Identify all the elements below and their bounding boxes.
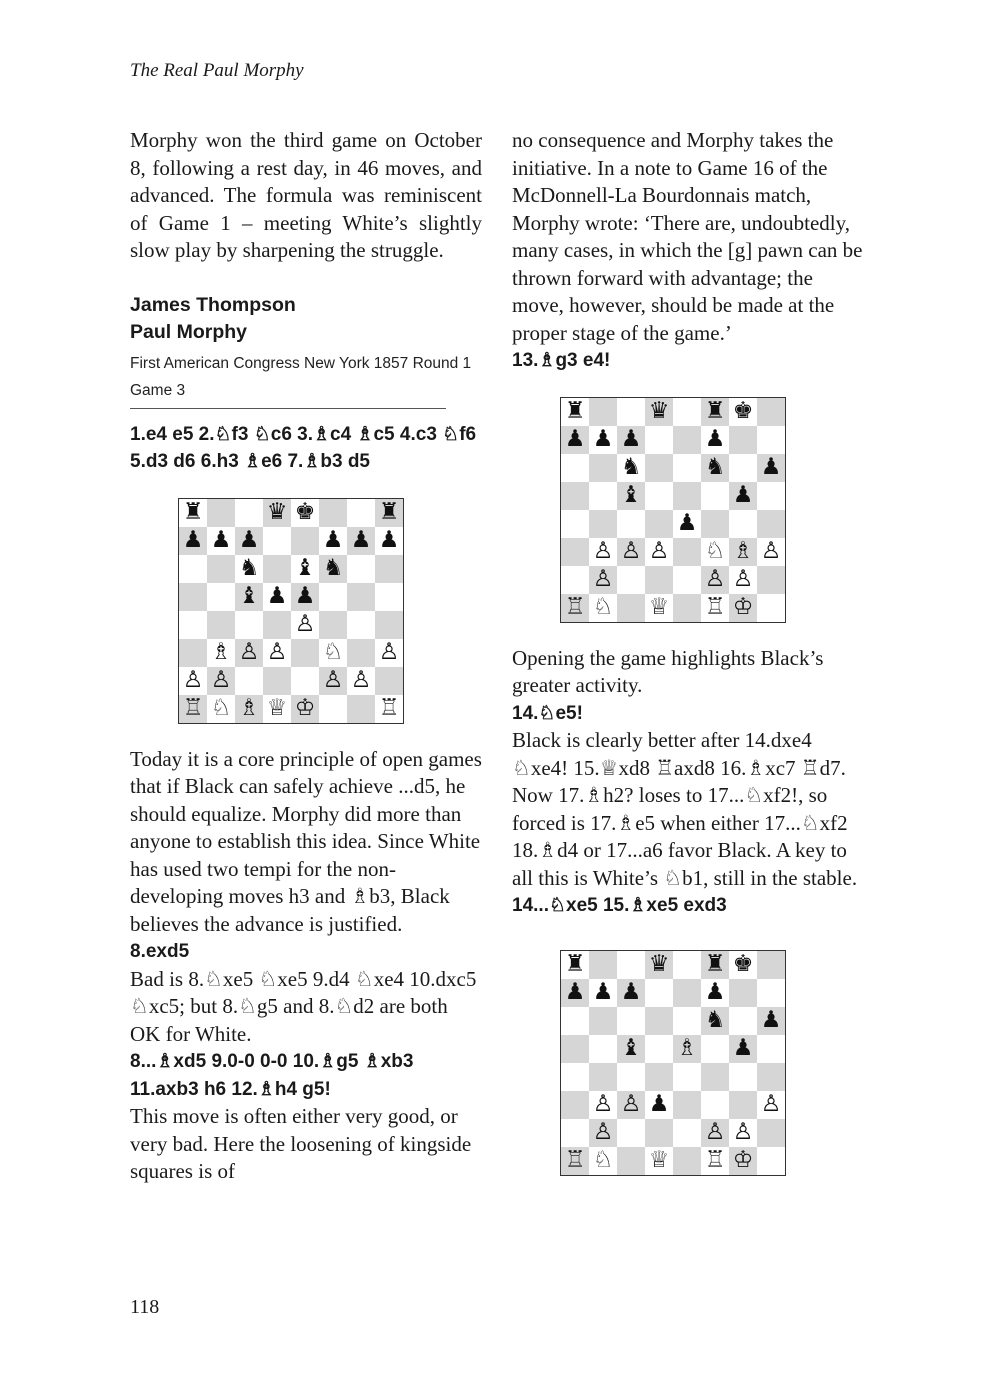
white-knight-icon: ♘ [207,695,235,723]
white-pawn-icon: ♙ [291,611,319,639]
board-square [235,667,263,695]
board-square [673,1091,701,1119]
black-rook-icon: ♜ [561,951,589,979]
board-square [757,398,785,426]
board-square [701,1063,729,1091]
board-square [561,538,589,566]
board-square [617,566,645,594]
white-pawn-icon: ♙ [617,538,645,566]
black-pawn-icon: ♟ [589,979,617,1007]
board-square [757,510,785,538]
board-square [561,454,589,482]
white-pawn-icon: ♙ [589,1091,617,1119]
board-square [319,583,347,611]
white-pawn-icon: ♙ [645,538,673,566]
board-square [347,583,375,611]
white-pawn-icon: ♙ [757,538,785,566]
board-square [263,667,291,695]
board-square [729,979,757,1007]
board-square [701,482,729,510]
move-8: 8.exd5 [130,941,190,962]
board-square [589,1007,617,1035]
black-knight-icon: ♞ [235,555,263,583]
board-square [617,594,645,622]
chess-diagram-1 [178,498,404,724]
black-pawn-icon: ♟ [617,426,645,454]
board-square [179,555,207,583]
white-pawn-icon: ♙ [347,667,375,695]
white-pawn-icon: ♙ [179,667,207,695]
board-square [673,1119,701,1147]
black-pawn-icon: ♟ [617,979,645,1007]
white-pawn-icon: ♙ [235,639,263,667]
running-head: The Real Paul Morphy [130,60,304,81]
board-square [589,510,617,538]
board-square [589,398,617,426]
board-square [561,1007,589,1035]
board-square [207,499,235,527]
white-queen-icon: ♕ [645,1147,673,1175]
white-bishop-icon: ♗ [673,1035,701,1063]
board-square [319,499,347,527]
move-14: 14.♘e5! [512,702,583,724]
white-pawn-icon: ♙ [729,1119,757,1147]
board-square [319,695,347,723]
black-pawn-icon: ♟ [757,1007,785,1035]
board-square [561,1063,589,1091]
white-pawn-icon: ♙ [207,667,235,695]
board-square [589,454,617,482]
white-pawn-icon: ♙ [701,566,729,594]
board-square [729,1063,757,1091]
white-rook-icon: ♖ [701,1147,729,1175]
move-13: 13.♗g3 e4! [512,350,611,371]
board-square [673,538,701,566]
board-square [757,566,785,594]
board-square [645,1035,673,1063]
white-pawn-icon: ♙ [729,566,757,594]
board-square [179,583,207,611]
black-pawn-icon: ♟ [701,426,729,454]
board-square [757,1119,785,1147]
board-square [235,499,263,527]
game-black-player: Paul Morphy [130,320,248,343]
right-column [512,127,864,1176]
board-square [347,695,375,723]
black-knight-icon: ♞ [701,1007,729,1035]
black-queen-icon: ♛ [263,499,291,527]
white-bishop-icon: ♗ [729,538,757,566]
commentary-paragraph-4: no consequence and Morphy takes the initiative. In a note to Game 16 of the McDonnell-La Bourdonnais match, Morphy wrote: ‘There are, undoubtedly, many cases, in which the [g] pawn can be thrown forward with advantage; the move, however, should be made at the proper stage of the game.’ [512,128,863,345]
board-square [701,1091,729,1119]
black-pawn-icon: ♟ [179,527,207,555]
white-king-icon: ♔ [729,594,757,622]
black-pawn-icon: ♟ [291,583,319,611]
white-rook-icon: ♖ [701,594,729,622]
board-square [561,482,589,510]
commentary-paragraph-5: Opening the game highlights Black’s greater activity. [512,645,824,697]
board-square [645,426,673,454]
black-pawn-icon: ♟ [207,527,235,555]
chess-diagram-2 [560,397,786,623]
commentary-paragraph-3: This move is often either very good, or very bad. Here the loosening of kingside squares is of [130,1104,472,1183]
board-square [263,611,291,639]
white-pawn-icon: ♙ [701,1119,729,1147]
board-square [589,951,617,979]
board-square [291,667,319,695]
commentary-paragraph-2: Bad is 8.♘xe5 ♘xe5 9.d4 ♘xe4 10.dxc5 ♘xc5; but 8.♘g5 and 8.♘d2 are both OK for White. [130,966,477,1046]
black-pawn-icon: ♟ [645,1091,673,1119]
board-square [617,1063,645,1091]
black-pawn-icon: ♟ [263,583,291,611]
black-pawn-icon: ♟ [729,482,757,510]
board-square [757,482,785,510]
black-king-icon: ♚ [291,499,319,527]
board-square [673,1007,701,1035]
board-square [207,611,235,639]
board-square [757,1147,785,1175]
board-square [263,555,291,583]
board-square [645,510,673,538]
board-square [291,527,319,555]
board-square [701,1035,729,1063]
board-square [589,1063,617,1091]
black-king-icon: ♚ [729,398,757,426]
black-pawn-icon: ♟ [673,510,701,538]
black-rook-icon: ♜ [701,398,729,426]
white-knight-icon: ♘ [589,594,617,622]
black-knight-icon: ♞ [701,454,729,482]
moves-1-7: 1.e4 e5 2.♘f3 ♘c6 3.♗c4 ♗c5 4.c3 ♘f6 5.d3 d6 6.h3 ♗e6 7.♗b3 d5 [130,423,477,472]
board-square [347,499,375,527]
board-square [701,510,729,538]
board-square [347,611,375,639]
white-king-icon: ♔ [729,1147,757,1175]
board-square [617,1147,645,1175]
board-square [589,482,617,510]
black-rook-icon: ♜ [701,951,729,979]
board-square [729,1007,757,1035]
board-square [207,583,235,611]
board-square [729,454,757,482]
white-bishop-icon: ♗ [207,639,235,667]
board-square [561,566,589,594]
board-square [673,398,701,426]
white-rook-icon: ♖ [561,594,589,622]
board-square [645,454,673,482]
header-rule [130,408,446,409]
commentary-paragraph-1: Today it is a core principle of open games that if Black can safely achieve ...d5, he should equalize. Morphy did more than anyone to establish this idea. Since White has used two tempi for the non-developing moves h3 and ♗b3, Black believes the advance is justified. [130,746,482,936]
board-square [319,611,347,639]
board-square [645,482,673,510]
black-king-icon: ♚ [729,951,757,979]
board-square [757,426,785,454]
board-square [347,639,375,667]
white-pawn-icon: ♙ [589,566,617,594]
white-knight-icon: ♘ [701,538,729,566]
board-square [757,594,785,622]
moves-14-15: 14...♘xe5 15.♗xe5 exd3 [512,895,727,916]
board-square [375,583,403,611]
board-square [617,951,645,979]
board-square [375,667,403,695]
board-square [263,527,291,555]
black-rook-icon: ♜ [179,499,207,527]
board-square [673,482,701,510]
left-column [130,127,482,1186]
board-square [207,555,235,583]
white-knight-icon: ♘ [589,1147,617,1175]
board-square [673,1063,701,1091]
white-pawn-icon: ♙ [589,538,617,566]
black-pawn-icon: ♟ [561,426,589,454]
white-pawn-icon: ♙ [263,639,291,667]
white-pawn-icon: ♙ [757,1091,785,1119]
black-pawn-icon: ♟ [375,527,403,555]
black-bishop-icon: ♝ [617,1035,645,1063]
white-queen-icon: ♕ [263,695,291,723]
black-pawn-icon: ♟ [589,426,617,454]
board-square [729,426,757,454]
board-square [673,951,701,979]
black-pawn-icon: ♟ [561,979,589,1007]
board-square [673,454,701,482]
board-square [757,1035,785,1063]
intro-paragraph: Morphy won the third game on October 8, following a rest day, in 46 moves, and advanced. The formula was reminiscent of Game 1 – meeting White’s slightly slow play by sharpening the struggle. [130,128,482,262]
board-square [729,510,757,538]
black-bishop-icon: ♝ [235,583,263,611]
board-square [673,426,701,454]
black-pawn-icon: ♟ [319,527,347,555]
black-rook-icon: ♜ [375,499,403,527]
white-pawn-icon: ♙ [617,1091,645,1119]
board-square [645,979,673,1007]
black-pawn-icon: ♟ [347,527,375,555]
black-bishop-icon: ♝ [291,555,319,583]
black-pawn-icon: ♟ [757,454,785,482]
board-square [617,510,645,538]
black-knight-icon: ♞ [319,555,347,583]
board-square [291,639,319,667]
black-pawn-icon: ♟ [729,1035,757,1063]
page-number: 118 [130,1296,160,1318]
black-bishop-icon: ♝ [617,482,645,510]
white-rook-icon: ♖ [375,695,403,723]
board-square [235,611,263,639]
white-pawn-icon: ♙ [375,639,403,667]
white-king-icon: ♔ [291,695,319,723]
game-event: First American Congress New York 1857 Round 1 Game 3 [130,354,472,399]
board-square [617,1007,645,1035]
game-white-player: James Thompson [130,293,296,316]
board-square [347,555,375,583]
board-square [179,611,207,639]
board-square [729,1091,757,1119]
black-queen-icon: ♛ [645,951,673,979]
board-square [757,979,785,1007]
board-square [673,979,701,1007]
board-square [561,1119,589,1147]
board-square [757,1063,785,1091]
board-square [645,1063,673,1091]
white-knight-icon: ♘ [319,639,347,667]
board-square [645,566,673,594]
board-square [673,594,701,622]
board-square [375,555,403,583]
black-rook-icon: ♜ [561,398,589,426]
chess-diagram-3 [560,950,786,1176]
white-pawn-icon: ♙ [589,1119,617,1147]
black-queen-icon: ♛ [645,398,673,426]
board-square [179,639,207,667]
board-square [561,1091,589,1119]
white-bishop-icon: ♗ [235,695,263,723]
board-square [617,1119,645,1147]
white-rook-icon: ♖ [179,695,207,723]
board-square [561,510,589,538]
board-square [375,611,403,639]
board-square [589,1035,617,1063]
white-pawn-icon: ♙ [319,667,347,695]
black-pawn-icon: ♟ [235,527,263,555]
board-square [673,566,701,594]
board-square [757,951,785,979]
board-square [645,1007,673,1035]
commentary-paragraph-6: Black is clearly better after 14.dxe4 ♘xe4! 15.♕xd8 ♖axd8 16.♗xc7 ♖d7. Now 17.♗h2? loses to 17...♘xf2!, so forced is 17.♗e5 when either 17...♘xf2 18.♗d4 or 17...a6 favor Black. A key to all this is White’s ♘b1, still in the stable. [512,728,858,890]
black-knight-icon: ♞ [617,454,645,482]
board-square [645,1119,673,1147]
board-square [617,398,645,426]
moves-8-12: 8...♗xd5 9.0-0 0-0 10.♗g5 ♗xb3 11.axb3 h6 12.♗h4 g5! [130,1051,414,1100]
board-square [673,1147,701,1175]
board-square [561,1035,589,1063]
white-rook-icon: ♖ [561,1147,589,1175]
black-pawn-icon: ♟ [701,979,729,1007]
white-queen-icon: ♕ [645,594,673,622]
